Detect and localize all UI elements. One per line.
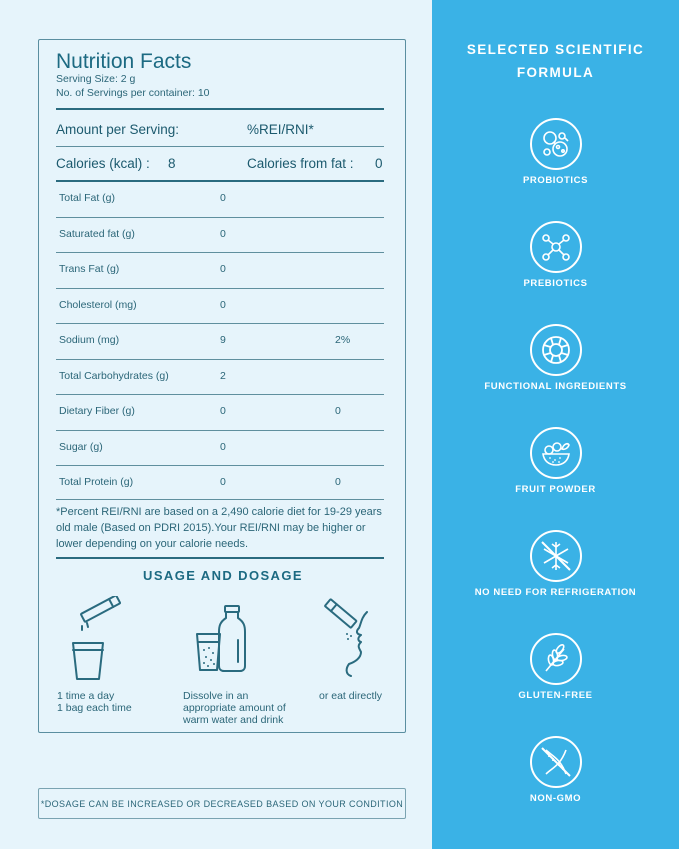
footnote: *Percent REI/RNI are based on a 2,490 calorie diet for 19-29 years old male (Based on PDRI 2015).Your REI/RNI may be higher or lower depending on your calorie needs. [56, 506, 382, 550]
nutrient-label: Total Carbohydrates (g) [59, 369, 169, 382]
lifebuoy-icon [530, 324, 582, 376]
dna-icon [530, 736, 582, 788]
wheat-icon [530, 633, 582, 685]
nutrition-facts-panel [38, 39, 406, 733]
nutrient-label: Cholesterol (mg) [59, 298, 137, 311]
divider [56, 146, 384, 147]
bacteria-icon [530, 118, 582, 170]
sachet-and-glass-icon [67, 596, 127, 687]
divider [56, 499, 384, 500]
calories-value: 8 [168, 156, 176, 171]
formula-sidebar [432, 0, 679, 849]
nutrient-row [56, 359, 384, 395]
nutrient-label: Total Protein (g) [59, 476, 134, 488]
nutrient-value: 0 [220, 298, 226, 311]
nutrition-title: Nutrition Facts [56, 50, 192, 73]
dosage-note: *DOSAGE CAN BE INCREASED OR DECREASED BASED ON YOUR CONDITION [38, 788, 406, 819]
nutrient-row [56, 323, 384, 359]
step-3-text: or eat directly [319, 690, 383, 702]
feature-label: PREBIOTICS [523, 278, 588, 289]
amount-per-serving-label: Amount per Serving: [56, 122, 180, 137]
nutrient-row [56, 430, 384, 466]
feature-label: FRUIT POWDER [515, 484, 596, 495]
nutrient-label: Dietary Fiber (g) [59, 405, 135, 417]
nutrient-label: Trans Fat (g) [59, 263, 120, 275]
formula-title: SELECTED SCIENTIFIC FORMULA [466, 42, 645, 80]
step-2-text: Dissolve in an appropriate amount of warm water and drink [183, 690, 286, 726]
nutrient-row [56, 181, 384, 217]
nutrient-value: 0 [220, 405, 226, 417]
nutrient-rei: 2% [335, 334, 351, 346]
nutrient-row [56, 465, 384, 501]
nutrient-label: Sugar (g) [59, 440, 103, 453]
servings-per-container: No. of Servings per container: 10 [56, 87, 210, 99]
nutrient-row [56, 394, 384, 430]
nutrient-label: Total Fat (g) [59, 192, 116, 204]
nutrient-value: 9 [220, 334, 226, 346]
molecule-icon [530, 221, 582, 273]
nutrient-rei: 0 [335, 476, 341, 488]
divider [56, 108, 384, 110]
serving-size: Serving Size: 2 g [56, 73, 136, 85]
usage-title: USAGE AND DOSAGE [143, 568, 303, 583]
feature-label: NO NEED FOR REFRIGERATION [474, 587, 637, 598]
nutrient-row [56, 217, 384, 253]
rei-rni-label: %REI/RNI* [247, 122, 314, 137]
feature-label: PROBIOTICS [522, 175, 589, 186]
fruit-bowl-icon [530, 427, 582, 479]
feature-label: FUNCTIONAL INGREDIENTS [484, 381, 627, 392]
bottle-and-glass-icon [195, 602, 255, 679]
nutrient-value: 0 [220, 476, 226, 488]
nutrient-value: 2 [220, 369, 226, 382]
nutrient-value: 0 [220, 440, 226, 453]
nutrient-value: 0 [220, 263, 226, 275]
feature-label: NON-GMO [529, 793, 582, 804]
divider [56, 557, 384, 559]
step-1-text: 1 time a day 1 bag each time [57, 690, 132, 714]
nutrient-label: Sodium (mg) [59, 334, 120, 346]
calories-from-fat-value: 0 [375, 156, 383, 171]
pour-into-mouth-icon [321, 598, 377, 683]
nutrient-row [56, 252, 384, 288]
feature-label: GLUTEN-FREE [518, 690, 593, 701]
nutrient-value: 0 [220, 192, 226, 204]
nutrient-row [56, 288, 384, 324]
calories-from-fat-label: Calories from fat : [247, 156, 354, 171]
no-snowflake-icon [530, 530, 582, 582]
nutrient-rei: 0 [335, 405, 341, 417]
nutrient-value: 0 [220, 227, 226, 240]
calories-label: Calories (kcal) : [56, 156, 150, 171]
nutrient-label: Saturated fat (g) [59, 227, 135, 240]
